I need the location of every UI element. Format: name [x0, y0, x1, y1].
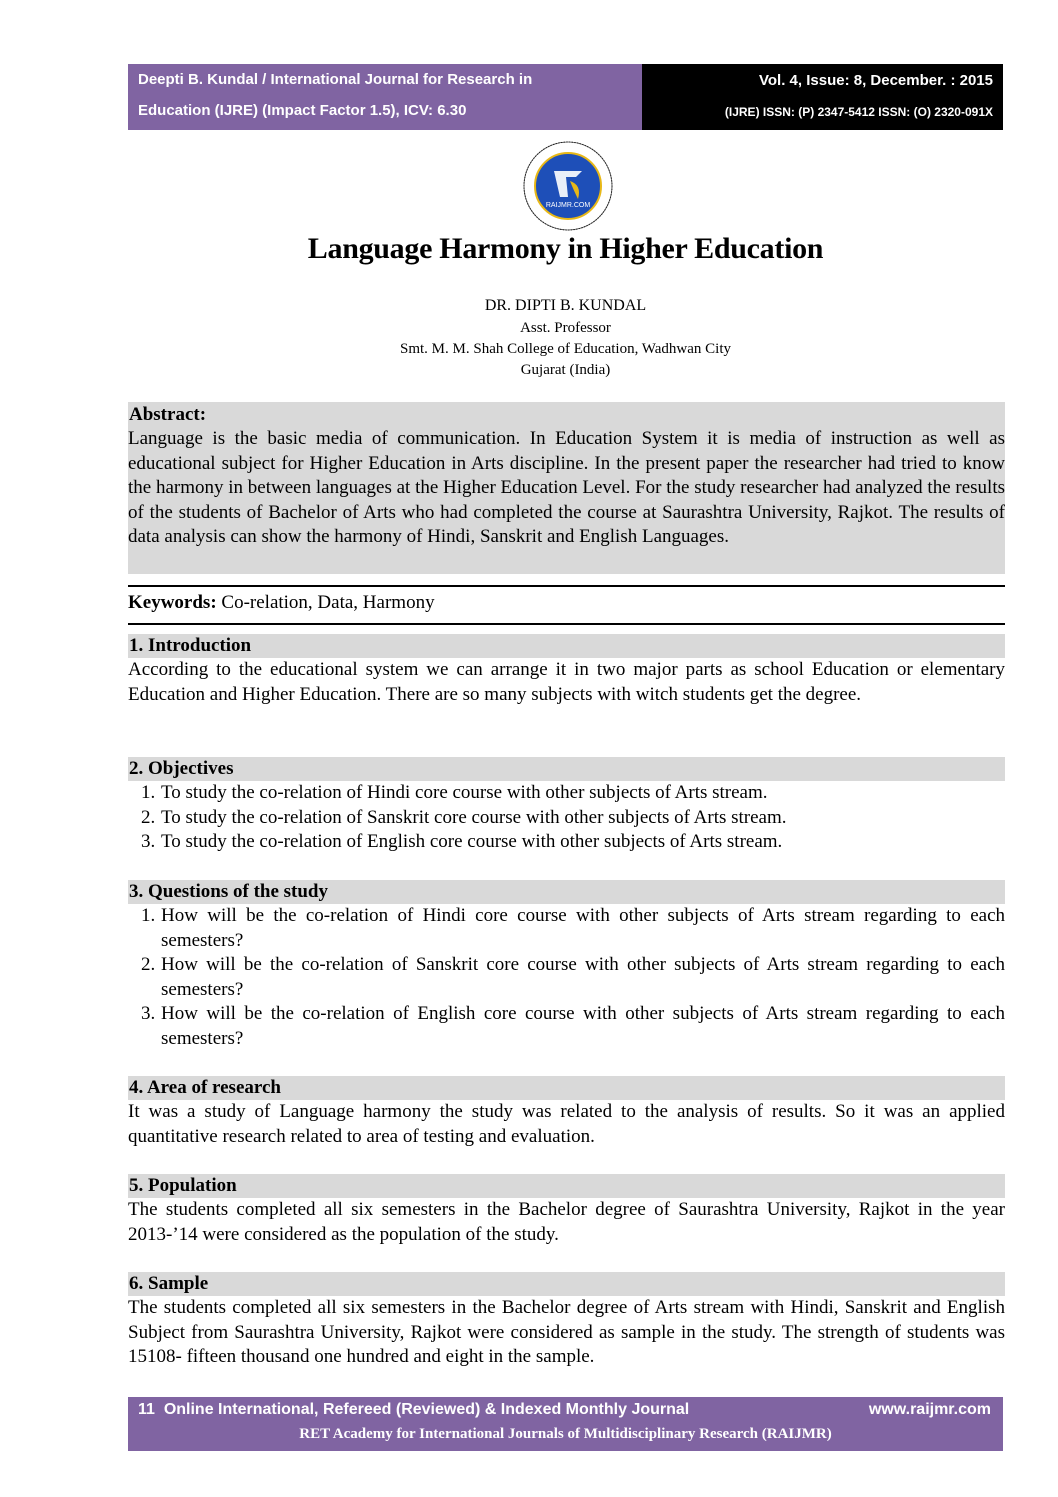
- keywords-label: Keywords:: [128, 592, 217, 613]
- author-college: Smt. M. M. Shah College of Education, Wadhwan City: [400, 341, 731, 357]
- section-population: [128, 1174, 1005, 1247]
- author-role: Asst. Professor: [520, 320, 611, 336]
- keywords-text: Co-relation, Data, Harmony: [216, 592, 435, 613]
- list-item: 3. How will be the co-relation of English core course with other subjects of Arts stream regarding to each semesters?: [160, 1002, 1005, 1051]
- section-text: According to the educational system we can arrange it in two major parts as school Education or elementary Education and Higher Education. There are so many subjects with witch students get the degree.: [128, 659, 1005, 705]
- journal-header-right: [642, 64, 1003, 130]
- abstract-heading: Abstract:: [129, 404, 207, 425]
- section-text: The students completed all six semesters in the Bachelor degree of Arts stream with Hindi, Sanskrit and English Subject from Saurashtra University, Rajkot were considered as sample in the study. The strength of students was 15108- fifteen thousand one hundred and eight in the sample.: [128, 1297, 1005, 1367]
- abstract-section: [128, 402, 1005, 574]
- page-number: 11: [138, 1401, 155, 1418]
- author-name: DR. DIPTI B. KUNDAL: [484, 297, 647, 314]
- abstract-text: Language is the basic media of communication. In Education System it is media of instruction as well as educational subject for Higher Education in Arts discipline. In the present paper the researcher had tried to know the harmony in between languages at the Higher Education Level. For the study researcher had analyzed the results of the students of Bachelor of Arts who had completed the course at Saurashtra University, Rajkot. The results of data analysis can show the harmony of Hindi, Sanskrit and English Languages.: [128, 428, 1005, 547]
- footer-journal-line: Online International, Refereed (Reviewed) & Indexed Monthly Journal: [163, 1401, 690, 1418]
- paper-title: Language Harmony in Higher Education: [307, 232, 824, 265]
- header-volume-issue: Vol. 4, Issue: 8, December. : 2015: [758, 72, 993, 89]
- header-citation-line1: Deepti B. Kundal / International Journal for Research in: [138, 71, 533, 88]
- section-text: The students completed all six semesters in the Bachelor degree of Saurashtra University, Rajkot in the year 2013-’14 were considered as the population of the study.: [128, 1199, 1005, 1245]
- section-area-of-research: [128, 1076, 1005, 1149]
- section-heading: 5. Population: [128, 1174, 1005, 1198]
- author-location: Gujarat (India): [520, 362, 611, 378]
- section-heading: 1. Introduction: [128, 634, 1005, 658]
- page-footer: [128, 1397, 1003, 1451]
- footer-academy: RET Academy for International Journals of Multidisciplinary Research (RAIJMR): [299, 1426, 832, 1442]
- raijmr-logo: [516, 141, 620, 231]
- header-issn: (IJRE) ISSN: (P) 2347-5412 ISSN: (O) 2320-091X: [724, 105, 993, 119]
- section-text: It was a study of Language harmony the study was related to the analysis of results. So it was an applied quantitative research related to area of testing and evaluation.: [128, 1101, 1005, 1147]
- divider: [128, 623, 1005, 625]
- author-block: [128, 294, 1003, 381]
- section-questions: [128, 880, 1005, 1051]
- list-item: 2. To study the co-relation of Sanskrit core course with other subjects of Arts stream.: [160, 806, 1005, 831]
- divider: [128, 585, 1005, 587]
- list-item: 1. To study the co-relation of Hindi core course with other subjects of Arts stream.: [160, 781, 1005, 806]
- section-heading: 2. Objectives: [128, 757, 1005, 781]
- section-sample: [128, 1272, 1005, 1370]
- section-objectives: [128, 757, 1005, 855]
- list-item: 1. How will be the co-relation of Hindi core course with other subjects of Arts stream regarding to each semesters?: [160, 904, 1005, 953]
- section-heading: 3. Questions of the study: [128, 880, 1005, 904]
- list-item: 3. To study the co-relation of English core course with other subjects of Arts stream.: [160, 830, 1005, 855]
- svg-text:RAIJMR.COM: RAIJMR.COM: [545, 202, 591, 209]
- keywords-line: [128, 591, 1005, 616]
- list-item: 2. How will be the co-relation of Sanskrit core course with other subjects of Arts stream regarding to each semesters?: [160, 953, 1005, 1002]
- header-citation-line2: Education (IJRE) (Impact Factor 1.5), ICV: 6.30: [138, 102, 467, 119]
- section-heading: 4. Area of research: [128, 1076, 1005, 1100]
- journal-header-left: [128, 64, 642, 130]
- section-heading: 6. Sample: [128, 1272, 1005, 1296]
- footer-website-link[interactable]: www.raijmr.com: [868, 1401, 991, 1418]
- section-introduction: [128, 634, 1005, 707]
